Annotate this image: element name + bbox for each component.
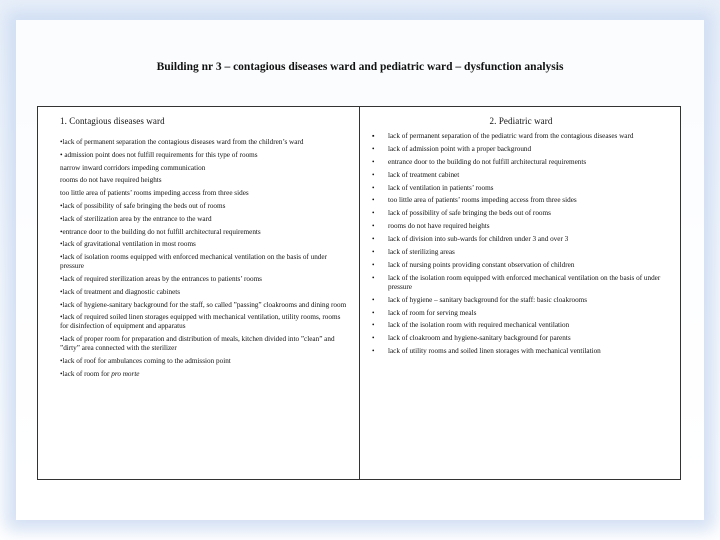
contagious-ward-item: •entrance door to the building do not fulfill architectural requirements [60, 227, 261, 236]
pediatric-ward-item [370, 334, 672, 343]
pediatric-ward-item-text: lack of division into sub-wards for children under 3 and over 3 [388, 235, 569, 244]
contagious-ward-item: •lack of isolation rooms equipped with enforced mechanical ventilation on the basis of under pressure [60, 253, 327, 271]
bullet-icon: • [372, 347, 375, 356]
contagious-ward-item: • admission point does not fulfill requirements for this type of rooms [60, 150, 258, 159]
bullet-icon: • [372, 196, 375, 205]
pediatric-ward-item-text: lack of ventilation in patients’ rooms [388, 183, 494, 192]
pediatric-ward-list [370, 132, 672, 356]
contagious-ward-item: •lack of sterilization area by the entrance to the ward [60, 214, 212, 223]
bullet-icon: • [372, 170, 375, 179]
contagious-ward-item: •lack of gravitational ventilation in most rooms [60, 240, 196, 249]
contagious-ward-item: •lack of required sterilization areas by the entrances to patients’ rooms [60, 274, 262, 283]
bullet-icon: • [372, 222, 375, 231]
pediatric-ward-item-text: lack of utility rooms and soiled linen storages with mechanical ventilation [388, 347, 601, 356]
bullet-icon: • [372, 260, 375, 269]
bullet-icon: • [372, 248, 375, 257]
pediatric-ward-item-text: lack of hygiene – sanitary background for the staff: basic cloakrooms [388, 295, 588, 304]
pediatric-ward-item [370, 296, 672, 305]
pediatric-ward-item [370, 309, 672, 318]
contagious-ward-item: •lack of treatment and diagnostic cabinets [60, 287, 181, 296]
pediatric-ward-item-text: lack of permanent separation of the pediatric ward from the contagious diseases ward [388, 132, 634, 140]
pediatric-ward-item [370, 321, 672, 330]
pediatric-ward-item-text: rooms do not have required heights [388, 222, 490, 231]
pediatric-ward-item [370, 261, 672, 270]
pediatric-ward-item-text: lack of the isolation room with required mechanical ventilation [388, 321, 570, 330]
pediatric-ward-item [370, 222, 672, 231]
bullet-icon: • [372, 209, 375, 218]
pediatric-ward-item-text: lack of treatment cabinet [388, 170, 460, 179]
bullet-icon: • [372, 183, 375, 192]
bullet-icon: ▪ [372, 132, 375, 140]
bullet-icon: • [372, 235, 375, 244]
pediatric-ward-item-text: lack of room for serving meals [388, 308, 477, 317]
contagious-ward-list [60, 138, 349, 379]
contagious-ward-item: •lack of roof for ambulances coming to the admission point [60, 356, 231, 365]
contagious-ward-heading: 1. Contagious diseases ward [60, 116, 165, 126]
pediatric-ward-item-text: lack of admission point with a proper background [388, 144, 532, 153]
pediatric-ward-item [370, 184, 672, 193]
pediatric-ward-item [370, 132, 672, 141]
dysfunction-table [37, 106, 681, 480]
contagious-ward-item: •lack of possibility of safe bringing the beds out of rooms [60, 201, 226, 210]
bullet-icon: • [372, 144, 375, 153]
pediatric-ward-item [370, 209, 672, 218]
pediatric-ward-item [370, 347, 672, 356]
pediatric-ward-item-text: too little area of patients’ rooms impeding access from three sides [388, 196, 577, 205]
pediatric-ward-heading: 2. Pediatric ward [489, 116, 553, 126]
contagious-ward-item: •lack of proper room for preparation and distribution of meals, kitchen divided into ”clean” and ”dirty” area connected with the sterilizer [60, 335, 335, 353]
slide-title: Building nr 3 – contagious diseases ward and pediatric ward – dysfunction analysis [156, 61, 564, 73]
pediatric-ward-item-text: lack of possibility of safe bringing the beds out of rooms [388, 209, 551, 218]
pediatric-ward-item [370, 248, 672, 257]
contagious-ward-item: •lack of hygiene-sanitary background for the staff, so called ”passing” cloakrooms and dining room [60, 300, 347, 309]
last-item-text: •lack of room for [60, 369, 112, 378]
bullet-icon: • [372, 308, 375, 317]
pediatric-ward-item-text: entrance door to the building do not fulfill architectural requirements [388, 157, 587, 166]
contagious-ward-item: •lack of required soiled linen storages equipped with mechanical ventilation, utility rooms, rooms for disinfection of equipment and apparatus [60, 313, 341, 331]
last-item-italic-text: pro morte [111, 369, 140, 378]
pediatric-ward-item-text: lack of cloakroom and hygiene-sanitary background for parents [388, 334, 571, 343]
bullet-icon: • [372, 157, 375, 166]
pediatric-ward-item-text: lack of nursing points providing constant observation of children [388, 260, 575, 269]
pediatric-ward-item-text: lack of sterilizing areas [388, 248, 455, 257]
bullet-icon: • [372, 273, 375, 282]
contagious-ward-column [38, 107, 360, 479]
bullet-icon: • [372, 321, 375, 330]
contagious-ward-item: too little area of patients’ rooms impeding access from three sides [60, 189, 249, 198]
pediatric-ward-item [370, 274, 672, 292]
pediatric-ward-item [370, 196, 672, 205]
contagious-ward-item [60, 370, 349, 379]
pediatric-ward-item [370, 158, 672, 167]
pediatric-ward-item [370, 171, 672, 180]
contagious-ward-item: narrow inward corridors impeding communication [60, 163, 206, 172]
bullet-icon: • [372, 295, 375, 304]
contagious-ward-item: •lack of permanent separation the contagious diseases ward from the children’s ward [60, 138, 304, 146]
pediatric-ward-item-text: lack of the isolation room equipped with enforced mechanical ventilation on the basis of under pressure [388, 273, 661, 291]
pediatric-ward-item [370, 145, 672, 154]
contagious-ward-item: rooms do not have required heights [60, 176, 162, 185]
pediatric-ward-column [360, 107, 680, 479]
bullet-icon: • [372, 334, 375, 343]
pediatric-ward-item [370, 235, 672, 244]
